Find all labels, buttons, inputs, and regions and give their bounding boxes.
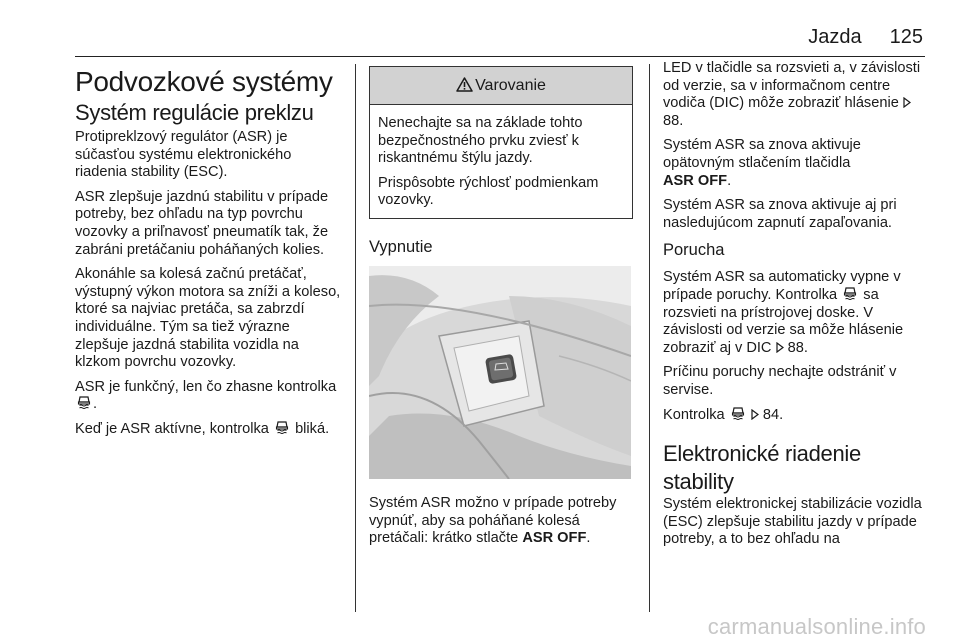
traction-control-icon [731,407,745,420]
text: sa rozsvieti na prístrojovej doske. V závislosti od verzie sa môže hlásenie zobraziť aj v DIC [663,286,904,356]
traction-control-icon [77,396,91,409]
header-rule [75,56,925,57]
page-reference-icon [776,342,784,353]
asr-button-photo [369,266,631,479]
page-header [808,26,923,49]
warning-box [369,66,633,219]
text: ASR je funkčný, len čo zhasne kontrolka [75,378,337,395]
paragraph [663,407,928,425]
paragraph [663,269,928,357]
chapter-title: Podvozkové systémy [75,66,333,97]
asr-button-illustration [369,266,631,479]
paragraph [369,495,633,548]
running-section-title: Jazda [808,26,862,48]
page-reference: 88. [787,339,808,356]
paragraph: Systém ASR sa znova aktivuje aj pri nasledujúcom zapnutí zapaľovania. [663,197,897,231]
text: . [586,530,591,547]
subheading-porucha: Porucha [663,241,725,260]
text: Keď je ASR aktívne, kontrolka [75,420,269,437]
paragraph [75,421,345,439]
warning-triangle-icon [456,77,473,92]
traction-control-icon [275,421,289,434]
page-reference: 84. [762,406,784,423]
paragraph [663,137,928,190]
page-reference-icon [903,97,911,108]
text: Systém ASR sa automaticky vypne v prípade poruchy. Kontrolka [663,269,901,303]
paragraph: Príčinu poruchy nechajte odstrániť v servise. [663,364,897,398]
warning-title: Varovanie [475,77,546,94]
text: . [727,172,732,189]
asr-off-label: ASR OFF [663,172,728,189]
warning-text: Nenechajte sa na základe tohto bezpečnostného prvku zviesť k riskantnému štýlu jazdy. [378,115,583,167]
section-title-asr: Systém regulácie preklzu [75,100,314,125]
warning-header [370,67,632,105]
paragraph: Protipreklzový regulátor (ASR) je súčasťou systému elektronického riadenia stability (ESC). [75,129,292,181]
text: Kontrolka [663,406,725,423]
paragraph: Akonáhle sa kolesá začnú pretáčať, výstupný výkon motora sa zníži a koleso, ktoré sa najviac pretáča, sa zabrzdí individuálne. Tým sa tiež výrazne zlepšuje jazdná stabilita vozidla na klzkom povrchu vozovky. [75,266,341,371]
column-3 [663,60,928,556]
paragraph [663,60,928,130]
column-divider-2 [649,64,650,612]
traction-control-icon [843,287,857,300]
text: Systém ASR sa znova aktivuje opätovným stlačením tlačidla [663,137,861,171]
text: LED v tlačidle sa rozsvieti a, v závislosti od verzie, sa v informačnom centre vodiča (DIC) môže zobraziť hlásenie [663,60,921,112]
paragraph [75,379,345,414]
paragraph: Systém elektronickej stabilizácie vozidla (ESC) zlepšuje stabilitu jazdy v prípade potreby, a to bez ohľadu na [663,496,922,548]
warning-body [370,105,632,218]
warning-text: Prispôsobte rýchlosť podmienkam vozovky. [378,174,599,209]
text: Systém ASR možno v prípade potreby vypnúť, aby sa poháňané kolesá pretáčali: krátko stlačte [369,494,617,547]
column-divider-1 [355,64,356,612]
text: bliká. [295,420,330,437]
text: . [93,396,98,413]
page-reference-icon [751,409,759,420]
paragraph: ASR zlepšuje jazdnú stabilitu v prípade potreby, bez ohľadu na typ povrchu vozovky a priľnavosť pneumatík tak, že zabráni pretáčaniu poháňaných kolies. [75,188,329,258]
column-1 [75,60,345,446]
page-reference: 88. [663,112,684,129]
subheading-vypnutie: Vypnutie [369,237,433,256]
watermark: carmanualsonline.info [707,614,926,639]
page-number: 125 [889,26,923,48]
section-title-esc: Elektronické riadenie stability [663,441,861,495]
column-2 [369,60,633,555]
asr-off-label: ASR OFF [522,530,587,547]
